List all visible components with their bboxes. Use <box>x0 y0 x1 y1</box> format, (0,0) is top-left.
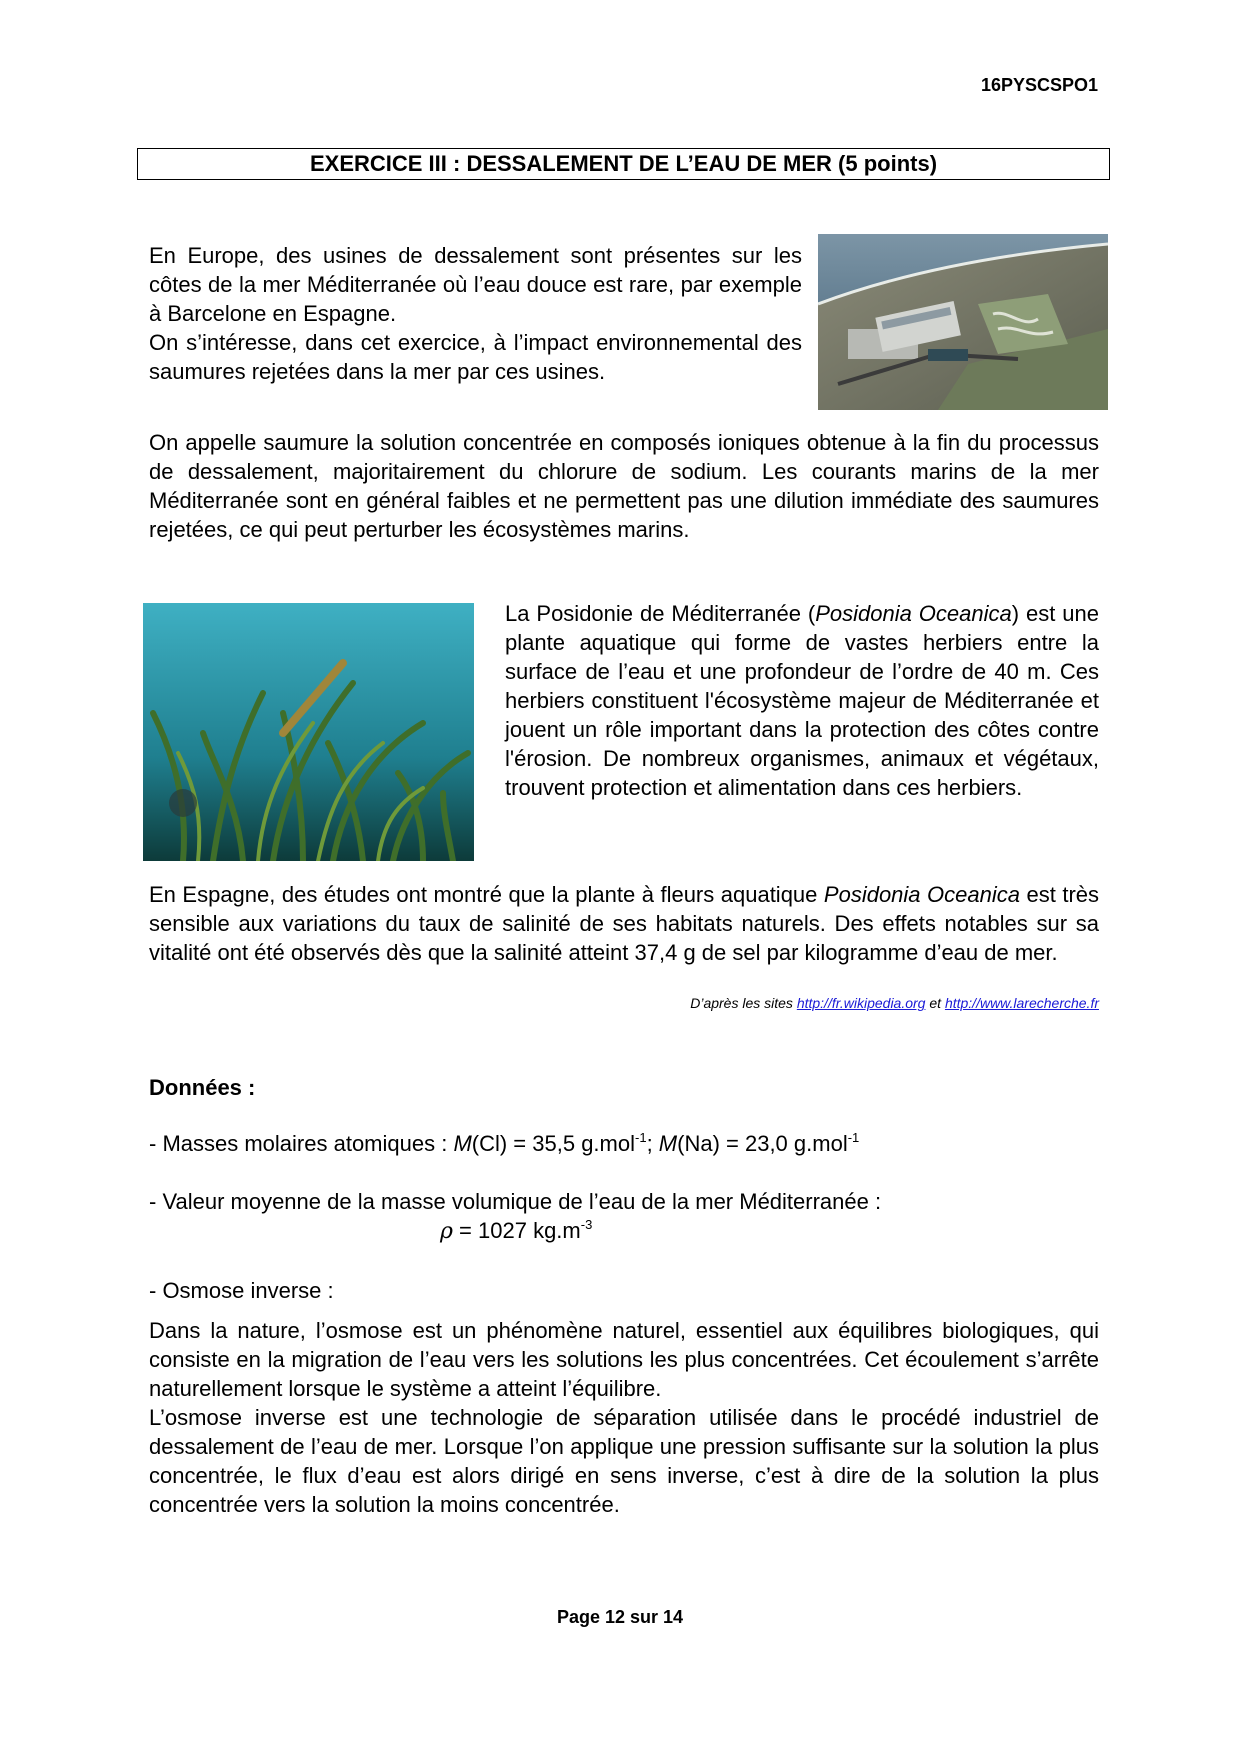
wikipedia-link[interactable]: http://fr.wikipedia.org <box>796 995 926 1011</box>
masses-molaires-line <box>149 1129 859 1158</box>
masse-volumique-value <box>440 1216 592 1246</box>
posidonia-photo <box>143 603 474 861</box>
osmose-paragraph-1: Dans la nature, l’osmose est un phénomène naturel, essentiel aux équilibres biologiques, qui consiste en la migration de l’eau vers les solutions les plus concentrées. Cet écoulement s’arrête naturellement lorsque le système a atteint l’équilibre. <box>149 1318 1099 1401</box>
posidonie-text <box>505 599 1099 802</box>
na-value: (Na) = 23,0 g.mol <box>677 1131 848 1156</box>
source-prefix: D’après les sites <box>690 995 797 1011</box>
espagne-start: En Espagne, des études ont montré que la plante à fleurs aquatique <box>149 882 824 907</box>
exercise-title: EXERCICE III : DESSALEMENT DE L’EAU DE MER (5 points) <box>137 148 1110 180</box>
desalination-plant-photo <box>818 234 1108 410</box>
saumure-paragraph: On appelle saumure la solution concentrée en composés ioniques obtenue à la fin du processus de dessalement, majoritairement du chlorure de sodium. Les courants marins de la mer Méditerranée sont en général faibles et ne permettent pas une dilution immédiate des saumures rejetées, ce qui peut perturber les écosystèmes marins. <box>149 430 1099 542</box>
intro-paragraph-1: En Europe, des usines de dessalement sont présentes sur les côtes de la mer Méditerranée où l’eau douce est rare, par exemple à Barcelone en Espagne. <box>149 243 802 326</box>
m-symbol-na: M <box>658 1131 678 1156</box>
masses-separator: ; <box>646 1131 659 1156</box>
osmose-paragraph-2: L’osmose inverse est une technologie de séparation utilisée dans le procédé industriel de dessalement de l’eau de mer. Lorsque l’on applique une pression suffisante sur la solution la plus concentrée, le flux d’eau est alors dirigé en sens inverse, c’est à dire de la solution la plus concentrée vers la solution la moins concentrée. <box>149 1405 1099 1517</box>
source-separator: et <box>925 995 945 1011</box>
rho-exponent: -3 <box>580 1217 593 1232</box>
rho-value: = 1027 kg.m <box>452 1218 581 1243</box>
donnees-heading: Données : <box>149 1075 256 1100</box>
larecherche-link[interactable]: http://www.larecherche.fr <box>944 995 1099 1011</box>
m-symbol-cl: M <box>453 1131 472 1156</box>
page-number: Page 12 sur 14 <box>556 1607 684 1627</box>
posidonie-paragraph <box>505 599 1099 802</box>
source-citation <box>690 995 1099 1011</box>
na-exponent: -1 <box>847 1130 860 1145</box>
intro-paragraph-2: On s’intéresse, dans cet exercice, à l’impact environnemental des saumures rejetées dans la mer par ces usines. <box>149 330 802 384</box>
document-code: 16PYSCSPO1 <box>980 75 1098 95</box>
cl-exponent: -1 <box>635 1130 647 1145</box>
cl-value: (Cl) = 35,5 g.mol <box>471 1131 635 1156</box>
osmose-text <box>149 1316 1099 1519</box>
osmose-label: - Osmose inverse : <box>149 1278 334 1303</box>
saumure-text <box>149 428 1099 544</box>
masses-prefix: - Masses molaires atomiques : <box>149 1131 454 1156</box>
intro-text <box>149 241 802 386</box>
posidonie-latin-name: Posidonia Oceanica <box>815 601 1012 626</box>
espagne-paragraph <box>149 880 1099 967</box>
posidonie-rest: ) est une plante aquatique qui forme de vastes herbiers entre la surface de l’eau et une profondeur de l’ordre de 40 m. Ces herbiers constituent l'écosystème majeur de Méditerranée et jouent un rôle important dans la protection des côtes contre l'érosion. De nombreux organismes, animaux et végétaux, trouvent protection et alimentation dans ces herbiers. <box>505 601 1099 800</box>
espagne-text <box>149 880 1099 967</box>
rho-symbol: ρ <box>440 1219 453 1244</box>
espagne-rest: est très sensible aux variations du taux de salinité de ses habitats naturels. Des effets notables sur sa vitalité ont été observés dès que la salinité atteint 37,4 g de sel par kilogramme d’eau de mer. <box>149 882 1100 965</box>
masse-volumique-label: - Valeur moyenne de la masse volumique de l’eau de la mer Méditerranée : <box>149 1189 882 1214</box>
espagne-latin-name: Posidonia Oceanica <box>823 882 1020 907</box>
posidonie-start: La Posidonie de Méditerranée ( <box>505 601 816 626</box>
